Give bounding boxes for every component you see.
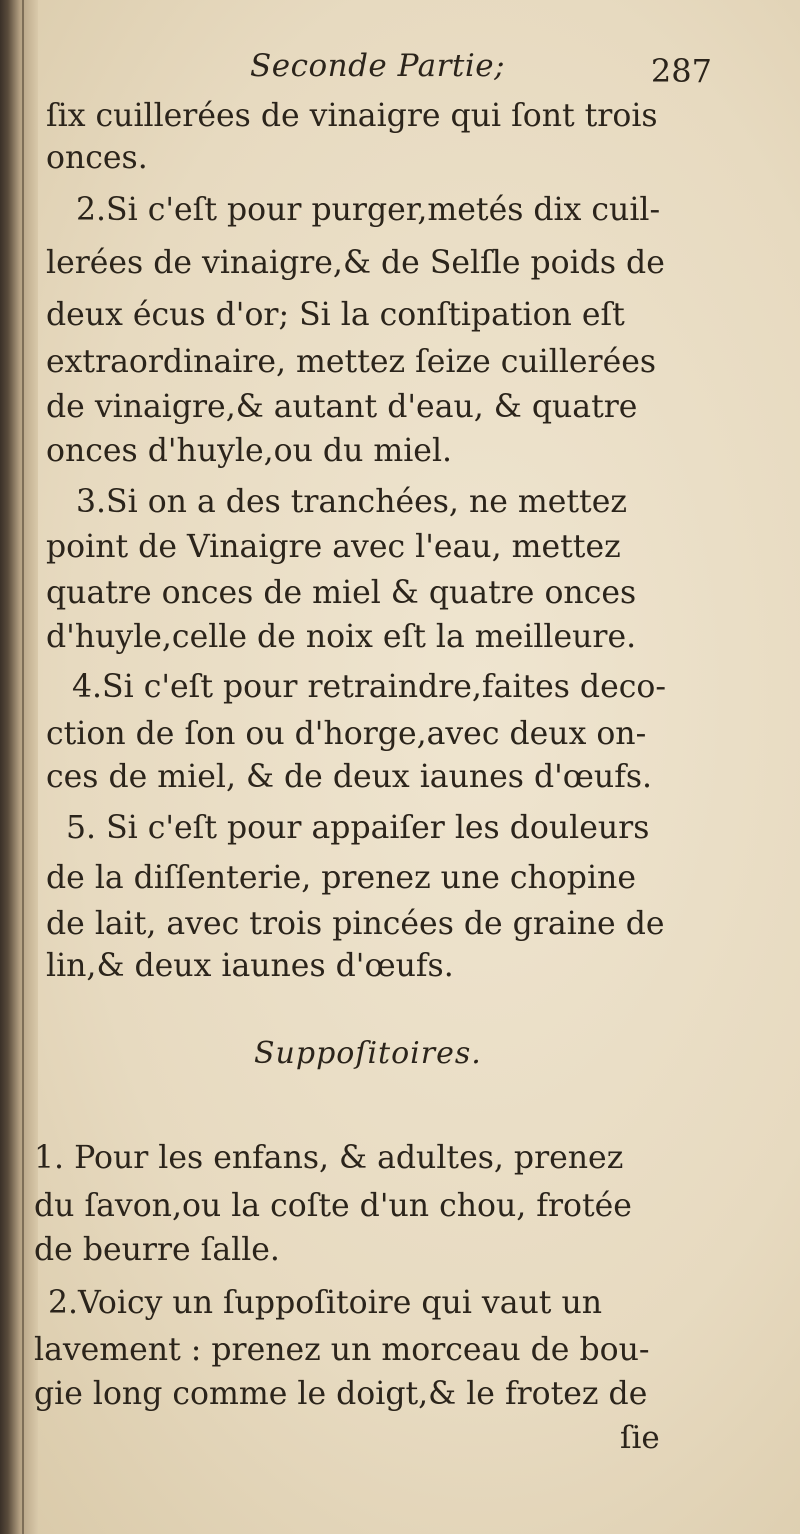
text-line: lerées de vinaigre,& de Selſle poids de [46,245,665,281]
text-line: de vinaigre,& autant d'eau, & quatre [46,389,638,425]
text-line: extraordinaire, mettez ſeize cuillerées [46,344,657,380]
text-line: 2.Voicy un ſuppoſitoire qui vaut un [48,1285,603,1321]
text-line: du ſavon,ou la coſte d'un chou, frotée [34,1188,632,1224]
text-line: de lait, avec trois pincées de graine de [46,906,665,942]
text-line: quatre onces de miel & quatre onces [46,575,637,611]
gutter-line [22,0,24,1534]
text-line: ſix cuillerées de vinaigre qui ſont trois [46,98,658,134]
text-line: lin,& deux iaunes d'œufs. [46,948,454,984]
page-number: 287 [650,52,712,90]
text-line: 1. Pour les enfans, & adultes, prenez [34,1140,624,1176]
text-line: point de Vinaigre avec l'eau, mettez [46,529,621,565]
text-line: 5. Si c'eſt pour appaiſer les douleurs [66,810,650,846]
text-line: de beurre ſalle. [34,1232,280,1268]
text-line: deux écus d'or; Si la conſtipation eſt [46,297,625,333]
text-line: onces. [46,140,148,176]
text-line: gie long comme le doigt,& le frotez de [34,1376,648,1412]
text-line: ction de ſon ou d'horge,avec deux on- [46,716,647,752]
running-header [250,48,720,92]
text-line: onces d'huyle,ou du miel. [46,433,453,469]
catchword: ſie [620,1420,660,1456]
text-line: de la diſſenterie, prenez une chopine [46,860,636,896]
book-gutter [0,0,38,1534]
text-line: d'huyle,celle de noix eſt la meilleure. [46,619,637,655]
text-line: 2.Si c'eſt pour purger,metés dix cuil- [76,192,661,228]
text-line: 4.Si c'eſt pour retraindre,faites deco- [72,669,666,705]
text-line: 3.Si on a des tranchées, ne mettez [76,484,627,520]
section-heading: Suppoſitoires. [254,1036,482,1071]
text-line: ces de miel, & de deux iaunes d'œufs. [46,759,653,795]
running-title: Seconde Partie; [250,48,506,84]
text-line: lavement : prenez un morceau de bou- [34,1332,650,1368]
